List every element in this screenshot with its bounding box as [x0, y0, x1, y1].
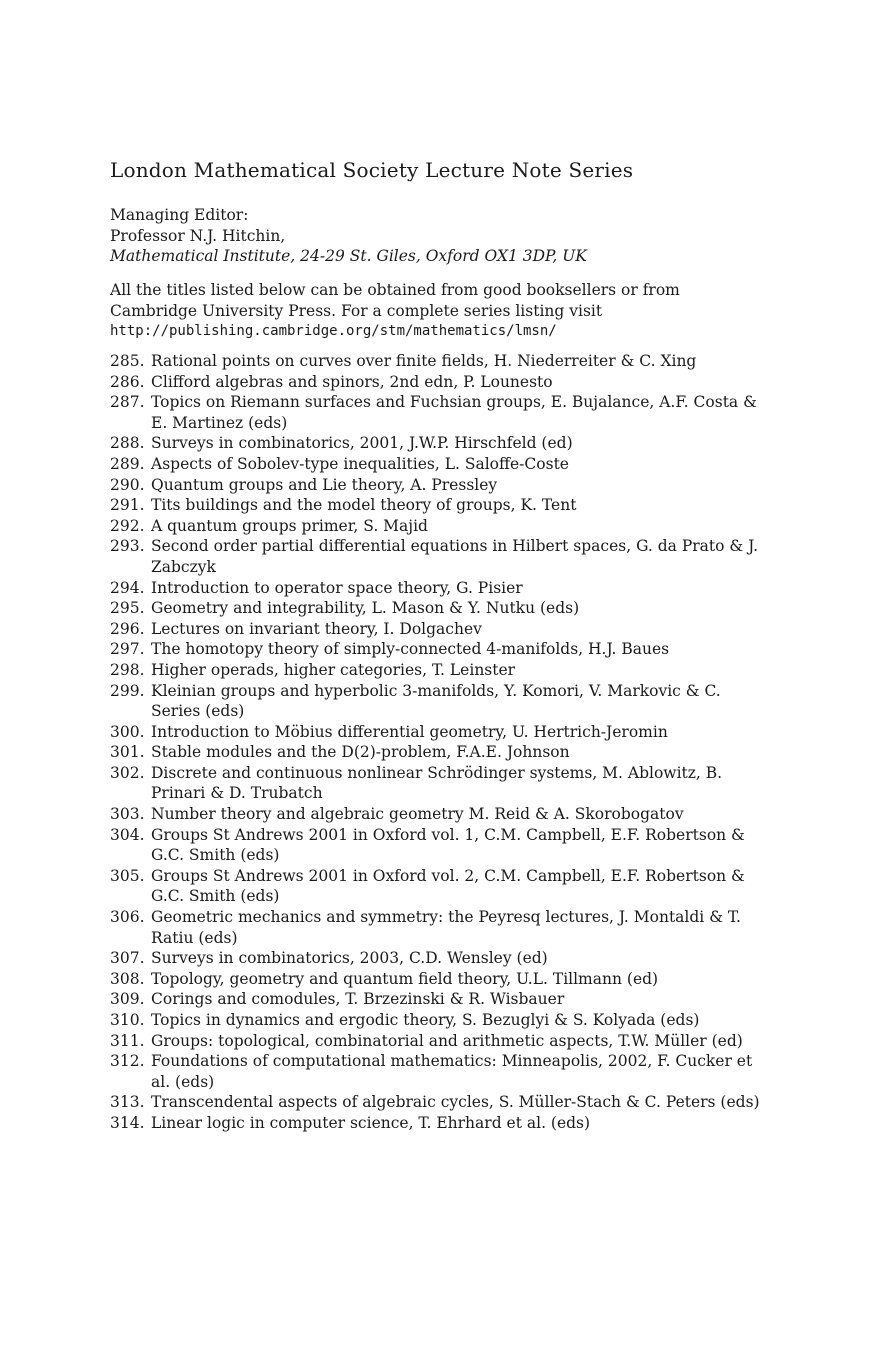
title-entry — [110, 639, 770, 660]
title-text: Corings and comodules, T. Brzezinski & R. Wisbauer — [151, 990, 565, 1009]
title-entry — [110, 660, 770, 681]
title-entry — [110, 578, 770, 599]
title-entry — [110, 763, 770, 804]
title-text: Rational points on curves over finite fields, H. Niederreiter & C. Xing — [151, 352, 697, 370]
title-number: 286. — [110, 372, 145, 391]
editor-address: Mathematical Institute, 24-29 St. Giles, Oxford OX1 3DP, UK — [110, 247, 587, 265]
title-number: 285. — [110, 352, 145, 370]
title-number: 314. — [110, 1113, 145, 1132]
title-number: 302. — [110, 763, 145, 782]
title-entry — [110, 825, 770, 866]
title-entry — [110, 722, 770, 743]
title-number: 304. — [110, 825, 145, 844]
title-text: Stable modules and the D(2)-problem, F.A.E. Johnson — [151, 743, 570, 762]
title-text: Foundations of computational mathematics: Minneapolis, 2002, F. Cucker et al. (eds) — [151, 1052, 753, 1091]
title-entry — [110, 1010, 770, 1031]
title-text: Lectures on invariant theory, I. Dolgachev — [151, 619, 482, 638]
title-number: 293. — [110, 537, 145, 556]
title-number: 306. — [110, 908, 145, 927]
title-text: Geometric mechanics and symmetry: the Peyresq lectures, J. Montaldi & T. Ratiu (eds) — [151, 908, 741, 947]
title-number: 311. — [110, 1031, 145, 1050]
title-entry — [110, 681, 770, 722]
title-number: 299. — [110, 681, 145, 700]
titles-list — [110, 351, 770, 1134]
series-title: London Mathematical Society Lecture Note Series — [110, 158, 634, 182]
title-entry — [110, 948, 770, 969]
title-text: Second order partial differential equations in Hilbert spaces, G. da Prato & J. Zabczyk — [151, 537, 759, 576]
title-number: 300. — [110, 722, 145, 741]
title-number: 288. — [110, 434, 145, 453]
title-text: Discrete and continuous nonlinear Schrödinger systems, M. Ablowitz, B. Prinari & D. Trubatch — [151, 763, 723, 803]
title-number: 309. — [110, 990, 145, 1009]
editor-label: Managing Editor: — [110, 206, 249, 224]
title-text: Surveys in combinatorics, 2003, C.D. Wensley (ed) — [151, 949, 548, 968]
editor-name: Professor N.J. Hitchin, — [110, 226, 286, 245]
title-text: Groups St Andrews 2001 in Oxford vol. 2, C.M. Campbell, E.F. Robertson & G.C. Smith (eds) — [151, 866, 745, 906]
title-number: 290. — [110, 475, 145, 494]
title-text: Quantum groups and Lie theory, A. Pressley — [151, 475, 498, 494]
title-entry — [110, 372, 770, 393]
title-entry — [110, 969, 770, 990]
title-entry — [110, 495, 770, 516]
title-entry — [110, 1113, 770, 1134]
title-number: 312. — [110, 1052, 145, 1071]
title-entry — [110, 866, 770, 907]
title-number: 307. — [110, 949, 145, 968]
intro-text: All the titles listed below can be obtained from good booksellers or from Cambridge University Press. For a complete series listing visit — [110, 281, 680, 320]
title-number: 303. — [110, 805, 145, 824]
title-text: Higher operads, higher categories, T. Leinster — [151, 660, 516, 679]
title-number: 308. — [110, 969, 145, 988]
title-entry — [110, 804, 770, 825]
title-entry — [110, 392, 770, 433]
title-text: Aspects of Sobolev-type inequalities, L. Saloffe-Coste — [151, 454, 569, 473]
title-text: The homotopy theory of simply-connected 4-manifolds, H.J. Baues — [151, 640, 670, 659]
title-text: Topology, geometry and quantum field theory, U.L. Tillmann (ed) — [151, 969, 659, 988]
title-text: Topics in dynamics and ergodic theory, S. Bezuglyi & S. Kolyada (eds) — [151, 1011, 700, 1029]
title-number: 291. — [110, 496, 145, 515]
title-text: Kleinian groups and hyperbolic 3-manifolds, Y. Komori, V. Markovic & C. Series (eds) — [151, 681, 721, 721]
title-entry — [110, 1031, 770, 1052]
title-number: 297. — [110, 640, 145, 659]
title-entry — [110, 433, 770, 454]
title-text: Linear logic in computer science, T. Ehrhard et al. (eds) — [151, 1113, 591, 1132]
title-entry — [110, 989, 770, 1010]
title-entry — [110, 619, 770, 640]
title-entry — [110, 907, 770, 948]
title-number: 298. — [110, 660, 145, 679]
title-entry — [110, 536, 770, 577]
title-number: 292. — [110, 516, 145, 535]
title-number: 287. — [110, 393, 145, 412]
title-text: Groups St Andrews 2001 in Oxford vol. 1, C.M. Campbell, E.F. Robertson & G.C. Smith (eds) — [151, 825, 745, 865]
title-text: Introduction to Möbius differential geometry, U. Hertrich-Jeromin — [151, 722, 668, 741]
title-entry — [110, 516, 770, 537]
title-entry — [110, 351, 770, 372]
title-entry — [110, 598, 770, 619]
title-text: Introduction to operator space theory, G. Pisier — [151, 578, 523, 597]
title-text: A quantum groups primer, S. Majid — [151, 516, 428, 535]
title-number: 289. — [110, 454, 145, 473]
title-text: Groups: topological, combinatorial and arithmetic aspects, T.W. Müller (ed) — [151, 1031, 743, 1050]
title-number: 294. — [110, 578, 145, 597]
title-entry — [110, 454, 770, 475]
title-text: Tits buildings and the model theory of groups, K. Tent — [151, 496, 577, 515]
title-number: 301. — [110, 743, 145, 762]
title-text: Transcendental aspects of algebraic cycles, S. Müller-Stach & C. Peters (eds) — [151, 1093, 760, 1112]
title-entry — [110, 1051, 770, 1092]
title-number: 305. — [110, 866, 145, 885]
title-text: Geometry and integrability, L. Mason & Y. Nutku (eds) — [151, 599, 580, 618]
managing-editor-block — [110, 205, 587, 267]
title-text: Clifford algebras and spinors, 2nd edn, P. Lounesto — [151, 372, 553, 391]
title-number: 296. — [110, 619, 145, 638]
title-text: Topics on Riemann surfaces and Fuchsian groups, E. Bujalance, A.F. Costa & E. Martinez (eds) — [151, 393, 757, 432]
title-number: 313. — [110, 1093, 145, 1112]
title-entry — [110, 1092, 770, 1113]
series-url: http://publishing.cambridge.org/stm/mathematics/lmsn/ — [110, 323, 557, 339]
title-text: Surveys in combinatorics, 2001, J.W.P. Hirschfeld (ed) — [151, 434, 573, 453]
title-entry — [110, 742, 770, 763]
title-text: Number theory and algebraic geometry M. Reid & A. Skorobogatov — [151, 805, 684, 824]
title-number: 295. — [110, 599, 145, 618]
title-number: 310. — [110, 1011, 145, 1029]
title-entry — [110, 475, 770, 496]
intro-paragraph — [110, 280, 770, 342]
